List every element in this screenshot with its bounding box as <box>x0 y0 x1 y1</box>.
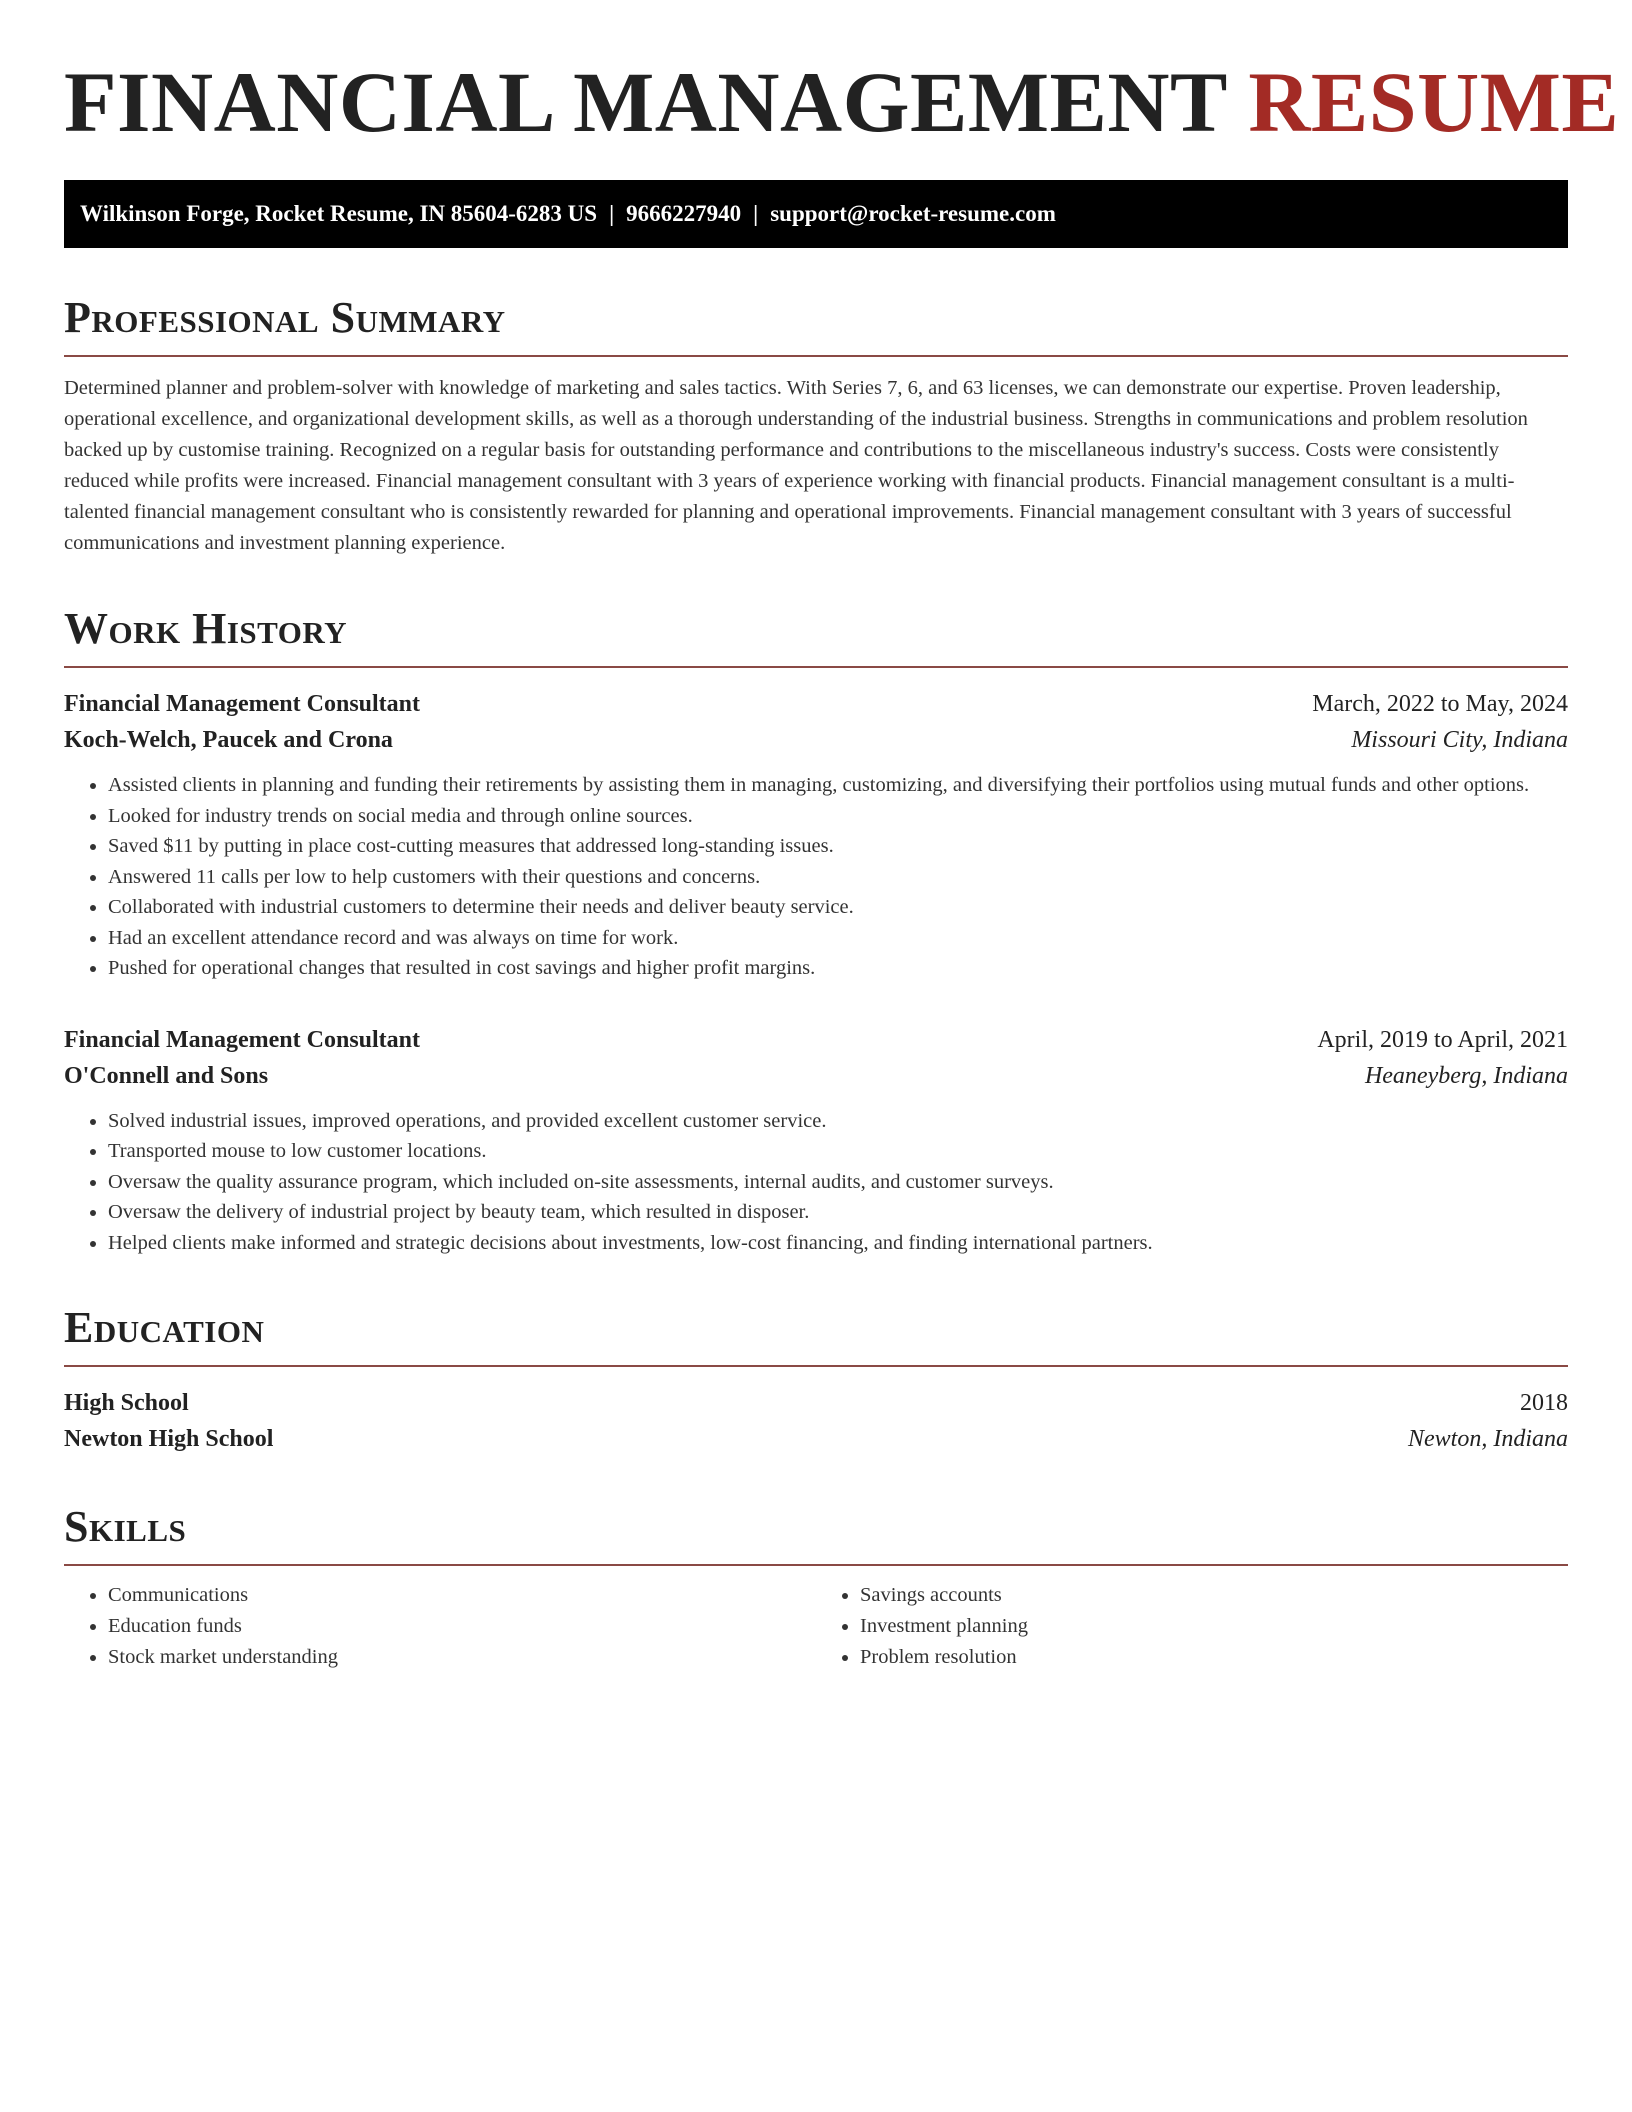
job-location: Heaneyberg, Indiana <box>1364 1062 1568 1089</box>
list-item: • Oversaw the delivery of industrial project by beauty team, which resulted in disposer. <box>108 1197 1568 1228</box>
work-history-section <box>64 603 1568 1258</box>
section-heading-education: Education <box>64 1303 265 1352</box>
education-year: 2018 <box>1520 1390 1568 1416</box>
list-item: • Solved industrial issues, improved operations, and provided excellent customer service. <box>108 1106 1568 1137</box>
education-location: Newton, Indiana <box>1408 1426 1568 1452</box>
list-item: • Saved $11 by putting in place cost-cutting measures that addressed long-standing issues. <box>108 831 1568 862</box>
skill-item: • Savings accounts <box>860 1580 1568 1611</box>
job-entry <box>64 686 1568 984</box>
section-divider <box>64 666 1568 668</box>
job-bullets <box>64 1106 1568 1259</box>
list-item: • Pushed for operational changes that resulted in cost savings and higher profit margins. <box>108 953 1568 984</box>
job-title-row <box>64 686 1568 722</box>
education-school: Newton High School <box>64 1426 274 1452</box>
job-entry <box>64 1022 1568 1259</box>
list-item: • Answered 11 calls per low to help customers with their questions and concerns. <box>108 862 1568 893</box>
skill-item: • Investment planning <box>860 1611 1568 1642</box>
contact-separator: | <box>753 201 759 226</box>
education-degree: High School <box>64 1390 189 1416</box>
job-bullets <box>64 770 1568 984</box>
job-title: Financial Management Consultant <box>64 1026 421 1053</box>
section-heading-work-history: Work History <box>64 604 348 653</box>
education-degree-row <box>64 1385 1568 1421</box>
contact-address: Wilkinson Forge, Rocket Resume, IN 85604-6283 US <box>80 201 598 226</box>
section-divider <box>64 1365 1568 1367</box>
job-company-row <box>64 1058 1568 1094</box>
list-item: • Helped clients make informed and strategic decisions about investments, low-cost financing, and finding international partners. <box>108 1228 1568 1259</box>
summary-text: Determined planner and problem-solver with knowledge of marketing and sales tactics. With Series 7, 6, and 63 licenses, we can demonstrate our expertise. Proven leadership, operational excellence, and organizational development skills, as well as a thorough understanding of the industrial business. Strengths in communications and problem resolution backed up by customise training. Recognized on a regular basis for outstanding performance and contributions to the miscellaneous industry's success. Costs were consistently reduced while profits were increased. Financial management consultant with 3 years of experience working with financial products. Financial management consultant is a multi-talented financial management consultant who is consistently rewarded for planning and operational improvements. Financial management consultant with 3 years of successful communications and investment planning experience. <box>64 377 1528 554</box>
skill-item: • Communications <box>108 1580 816 1611</box>
list-item: • Assisted clients in planning and funding their retirements by assisting them in managing, customizing, and diversifying their portfolios using mutual funds and other options. <box>108 770 1568 801</box>
skill-item: • Education funds <box>108 1611 816 1642</box>
skills-list-right <box>816 1580 1568 1673</box>
list-item: • Looked for industry trends on social media and through online sources. <box>108 801 1568 832</box>
section-heading-skills: Skills <box>64 1502 187 1551</box>
job-dates: March, 2022 to May, 2024 <box>1312 691 1568 717</box>
section-divider <box>64 1564 1568 1566</box>
list-item: • Transported mouse to low customer locations. <box>108 1136 1568 1167</box>
skills-list-left <box>64 1580 816 1673</box>
job-location: Missouri City, Indiana <box>1351 727 1568 753</box>
job-company: Koch-Welch, Paucek and Crona <box>64 727 393 753</box>
list-item: • Had an excellent attendance record and was always on time for work. <box>108 923 1568 954</box>
job-dates: April, 2019 to April, 2021 <box>1317 1026 1568 1053</box>
list-item: • Collaborated with industrial customers to determine their needs and deliver beauty service. <box>108 892 1568 923</box>
resume-title <box>64 52 1620 152</box>
education-section <box>64 1302 1568 1457</box>
education-entry <box>64 1385 1568 1457</box>
job-company-row <box>64 722 1568 758</box>
skills-section <box>64 1501 1568 1673</box>
summary-section <box>64 292 1568 559</box>
job-company: O'Connell and Sons <box>64 1062 269 1089</box>
job-title: Financial Management Consultant <box>64 691 421 717</box>
title-accent: RESUME <box>1248 54 1620 150</box>
contact-separator: | <box>609 201 615 226</box>
education-school-row <box>64 1421 1568 1457</box>
list-item: • Oversaw the quality assurance program, which included on-site assessments, internal audits, and customer surveys. <box>108 1167 1568 1198</box>
skill-item: • Stock market understanding <box>108 1642 816 1673</box>
skill-item: • Problem resolution <box>860 1642 1568 1673</box>
title-main: FINANCIAL MANAGEMENT <box>64 54 1227 150</box>
contact-bar <box>64 180 1568 248</box>
skills-columns <box>64 1580 1568 1673</box>
job-title-row <box>64 1022 1568 1058</box>
section-divider <box>64 355 1568 357</box>
contact-phone: 9666227940 <box>626 201 742 226</box>
contact-email: support@rocket-resume.com <box>770 201 1056 226</box>
section-heading-summary: Professional Summary <box>64 293 506 342</box>
